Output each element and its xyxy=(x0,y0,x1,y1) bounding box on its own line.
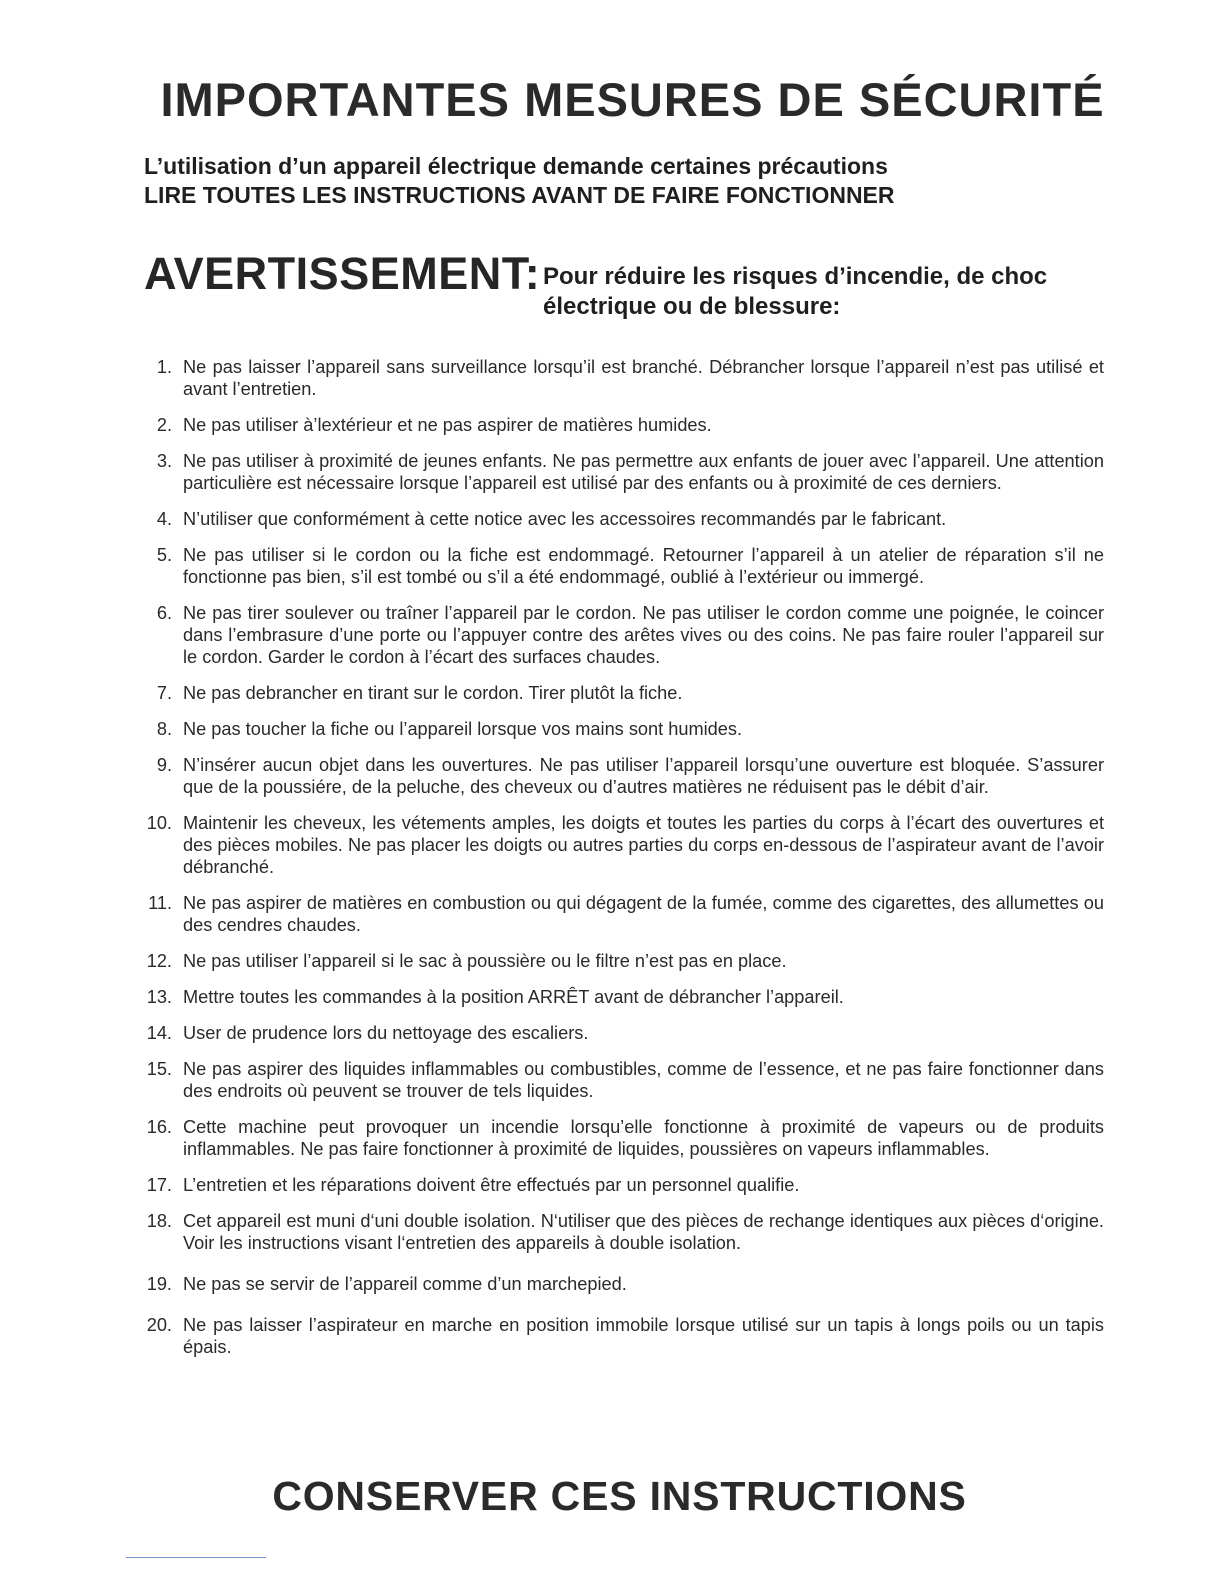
rule-number: 16. xyxy=(146,1117,172,1137)
rule-text: Ne pas aspirer de matières en combustion ou qui dégagent de la fumée, comme des cigarettes, des allumettes ou des cendres chaudes. xyxy=(183,893,1104,935)
list-item xyxy=(134,718,1104,740)
rule-text: Cette machine peut provoquer un incendie lorsqu’elle fonctionne à proximité de vapeurs ou de produits inflammables. Ne pas faire fonctionner à proximité de liquides, poussières on vapeurs inflammables. xyxy=(183,1117,1104,1159)
list-item xyxy=(134,450,1104,494)
rule-text: Mettre toutes les commandes à la position ARRÊT avant de débrancher l’appareil. xyxy=(183,987,844,1007)
list-item xyxy=(134,414,1104,436)
rule-number: 6. xyxy=(156,603,172,623)
list-item xyxy=(134,1210,1104,1254)
list-item xyxy=(134,1022,1104,1044)
list-item xyxy=(134,892,1104,936)
intro-read-instructions: LIRE TOUTES LES INSTRUCTIONS AVANT DE FAIRE FONCTIONNER xyxy=(144,182,895,208)
rule-text: Ne pas utiliser l’appareil si le sac à poussière ou le filtre n’est pas en place. xyxy=(183,951,787,971)
list-item xyxy=(134,1058,1104,1102)
list-item xyxy=(134,1116,1104,1160)
list-item xyxy=(134,1273,1104,1295)
rule-text: Cet appareil est muni d‘uni double isolation. N‘utiliser que des pièces de rechange identiques aux pièces d‘origine. Voir les instructions visant l‘entretien des appareils à double isolation. xyxy=(183,1211,1104,1253)
footer-title: CONSERVER CES INSTRUCTIONS xyxy=(272,1473,967,1519)
rule-number: 4. xyxy=(156,509,172,529)
rule-text: Ne pas laisser l’appareil sans surveillance lorsqu’il est branché. Débrancher lorsque l’appareil n’est pas utilisé et avant l’entretien. xyxy=(183,357,1104,399)
rule-text: N’insérer aucun objet dans les ouvertures. Ne pas utiliser l’appareil lorsqu’une ouverture est bloquée. S’assurer que de la poussiére, de la peluche, des cheveux ou d’autres matières ne réduisent pas le débit d’air. xyxy=(183,755,1104,797)
warning-text xyxy=(543,262,1103,322)
rule-number: 15. xyxy=(146,1059,172,1079)
list-item xyxy=(134,986,1104,1008)
rule-number: 2. xyxy=(156,415,172,435)
list-item xyxy=(134,950,1104,972)
rule-number: 8. xyxy=(156,719,172,739)
rule-number: 18. xyxy=(146,1211,172,1231)
rule-text: Ne pas utiliser si le cordon ou la fiche est endommagé. Retourner l’appareil à un atelier de réparation s’il ne fonctionne pas bien, s’il est tombé ou s’il a été endommagé, oublié à l’extérieur ou immergé. xyxy=(183,545,1104,587)
list-item xyxy=(134,544,1104,588)
rule-text: Ne pas aspirer des liquides inflammables ou combustibles, comme de l’essence, et ne pas faire fonctionner dans des endroits où peuvent se trouver de tels liquides. xyxy=(183,1059,1104,1101)
rule-number: 12. xyxy=(146,951,172,971)
rule-number: 9. xyxy=(156,755,172,775)
rule-number: 20. xyxy=(146,1315,172,1335)
list-item xyxy=(134,356,1104,400)
warning-label: AVERTISSEMENT: xyxy=(144,248,541,299)
rule-number: 19. xyxy=(146,1274,172,1294)
list-item xyxy=(134,682,1104,704)
rule-number: 13. xyxy=(146,987,172,1007)
rule-text: Ne pas toucher la fiche ou l’appareil lorsque vos mains sont humides. xyxy=(183,719,743,739)
rule-number: 10. xyxy=(146,813,172,833)
rule-text: L’entretien et les réparations doivent être effectués par un personnel qualifie. xyxy=(183,1175,800,1195)
rule-text: Ne pas tirer soulever ou traîner l’appareil par le cordon. Ne pas utiliser le cordon comme une poignée, le coincer dans l’embrasure d’une porte ou l’appuyer contre des arêtes vives ou des coins. Ne pas faire rouler l’appareil sur le cordon. Garder le cordon à l’écart des surfaces chaudes. xyxy=(183,603,1104,667)
rule-number: 7. xyxy=(156,683,172,703)
safety-rules-list xyxy=(134,356,1104,1358)
warning-line: Pour réduire les risques d’incendie, de choc xyxy=(543,263,1048,290)
intro-block xyxy=(144,152,895,210)
rule-number: 3. xyxy=(156,451,172,471)
rule-text: Ne pas utiliser à proximité de jeunes enfants. Ne pas permettre aux enfants de jouer avec l’appareil. Une attention particulière est nécessaire lorsque l’appareil est utilisé par des enfants ou à proximité de ces derniers. xyxy=(183,451,1104,493)
rule-text: Ne pas laisser l’aspirateur en marche en position immobile lorsque utilisé sur un tapis à longs poils ou un tapis épais. xyxy=(183,1315,1104,1357)
list-item xyxy=(134,1314,1104,1358)
rule-number: 11. xyxy=(148,893,172,913)
rule-text: Ne pas se servir de l’appareil comme d’un marchepied. xyxy=(183,1274,627,1294)
rule-number: 5. xyxy=(156,545,172,565)
bottom-divider xyxy=(126,1557,266,1558)
rule-text: Maintenir les cheveux, les vétements amples, les doigts et toutes les parties du corps à l’écart des ouvertures et des pièces mobiles. Ne pas placer les doigts ou autres parties du corps en-dessous de l’aspirateur avant de l’avoir débranché. xyxy=(183,813,1104,877)
list-item xyxy=(134,812,1104,878)
page-title: IMPORTANTES MESURES DE SÉCURITÉ xyxy=(160,73,1105,126)
list-item xyxy=(134,602,1104,668)
rule-text: Ne pas utiliser à’lextérieur et ne pas aspirer de matières humides. xyxy=(183,415,712,435)
list-item xyxy=(134,1174,1104,1196)
intro-precautions: L’utilisation d’un appareil électrique demande certaines précautions xyxy=(144,153,888,179)
rule-text: User de prudence lors du nettoyage des escaliers. xyxy=(183,1023,589,1043)
list-item xyxy=(134,754,1104,798)
rule-text: N’utiliser que conformément à cette notice avec les accessoires recommandés par le fabricant. xyxy=(183,509,947,529)
rule-text: Ne pas debrancher en tirant sur le cordon. Tirer plutôt la fiche. xyxy=(183,683,683,703)
rule-number: 14. xyxy=(146,1023,172,1043)
warning-line: électrique ou de blessure: xyxy=(543,293,841,320)
rule-number: 1. xyxy=(156,357,172,377)
rule-number: 17. xyxy=(146,1175,172,1195)
list-item xyxy=(134,508,1104,530)
